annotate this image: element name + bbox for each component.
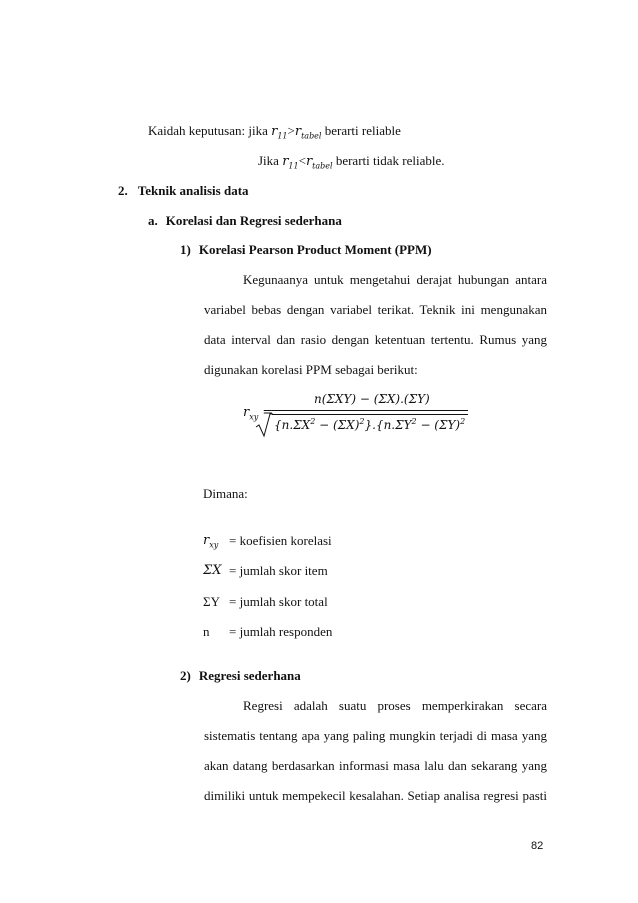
item-1-title: Korelasi Pearson Product Moment (PPM) [198, 242, 432, 257]
def-text-sum-x: = jumlah skor item [229, 563, 328, 578]
section-2-title: Teknik analisis data [137, 183, 249, 198]
r-tabel-symbol: $r_{tabel}$ [294, 124, 322, 141]
def-symbol-rxy: $r_{xy}$ [203, 533, 219, 550]
item-2-heading [180, 668, 301, 684]
item-1-heading [180, 242, 432, 258]
regresi-paragraph-line-4: dimiliki untuk mempekecil kesalahan. Setiap analisa regresi pasti [204, 788, 547, 803]
decision-rule-2-suffix: berarti tidak reliable. [332, 153, 445, 168]
fraction-bar [272, 410, 468, 411]
def-text-rxy: = koefisien korelasi [229, 533, 332, 548]
subsection-a-heading [148, 213, 342, 229]
decision-rule-suffix: berarti reliable [321, 123, 401, 138]
r11-symbol: $r_{11}$ [271, 124, 288, 141]
square-root-sign [255, 413, 273, 439]
item-2-label: 2) [180, 668, 191, 683]
def-text-n: = jumlah responden [229, 624, 333, 639]
item-1-label: 1) [180, 242, 191, 257]
regresi-paragraph-line-2: sistematis tentang apa yang paling mungkin terjadi di masa yang [204, 728, 547, 743]
section-2-label: 2. [118, 183, 128, 198]
greater-than-sign: > [287, 123, 295, 138]
formula-lhs: $r_{xy}$ = [243, 405, 274, 422]
def-symbol-n: n [203, 624, 210, 639]
section-2-heading [118, 183, 249, 199]
radical-vinculum [272, 414, 468, 415]
dimana-label: Dimana: [203, 486, 248, 501]
def-symbol-sum-x: ΣX [203, 563, 222, 578]
formula-numerator: n(ΣXY) − (ΣX).(ΣY) [314, 392, 430, 406]
ppm-paragraph-line-3: data interval dan rasio dengan ketentuan tertentu. Rumus yang [204, 332, 547, 347]
decision-rule-prefix: Kaidah keputusan: jika [148, 123, 272, 138]
decision-rule-line-2 [258, 153, 444, 169]
subsection-a-title: Korelasi dan Regresi sederhana [165, 213, 342, 228]
ppm-paragraph-line-4: digunakan korelasi PPM sebagai berikut: [204, 362, 418, 377]
def-text-sum-y: = jumlah skor total [229, 594, 328, 609]
page-number: 82 [531, 840, 544, 852]
ppm-paragraph-line-1: Kegunaanya untuk mengetahui derajat hubungan antara [243, 272, 547, 287]
less-than-sign: < [298, 153, 306, 168]
def-symbol-sum-y: ΣY [203, 594, 220, 609]
subsection-a-label: a. [148, 213, 158, 228]
formula-denominator: $\{n.\Sigma X^2 - (\Sigma X)^2\}.\{n.\Sigma Y^2 - (\Sigma Y)^2$ [274, 417, 466, 432]
decision-rule-line-1 [148, 123, 401, 139]
r11-symbol-2: $r_{11}$ [282, 154, 299, 171]
item-2-title: Regresi sederhana [198, 668, 301, 683]
regresi-paragraph-line-3: akan datang berdasarkan informasi masa lalu dan sekarang yang [204, 758, 547, 773]
regresi-paragraph-line-1: Regresi adalah suatu proses memperkirakan secara [243, 698, 547, 713]
ppm-paragraph-line-2: variabel bebas dengan variabel terikat. Teknik ini mengunakan [204, 302, 547, 317]
equals-sign: = [262, 405, 274, 420]
decision-rule-2-prefix: Jika [258, 153, 283, 168]
r-tabel-symbol-2: $r_{tabel}$ [305, 154, 333, 171]
